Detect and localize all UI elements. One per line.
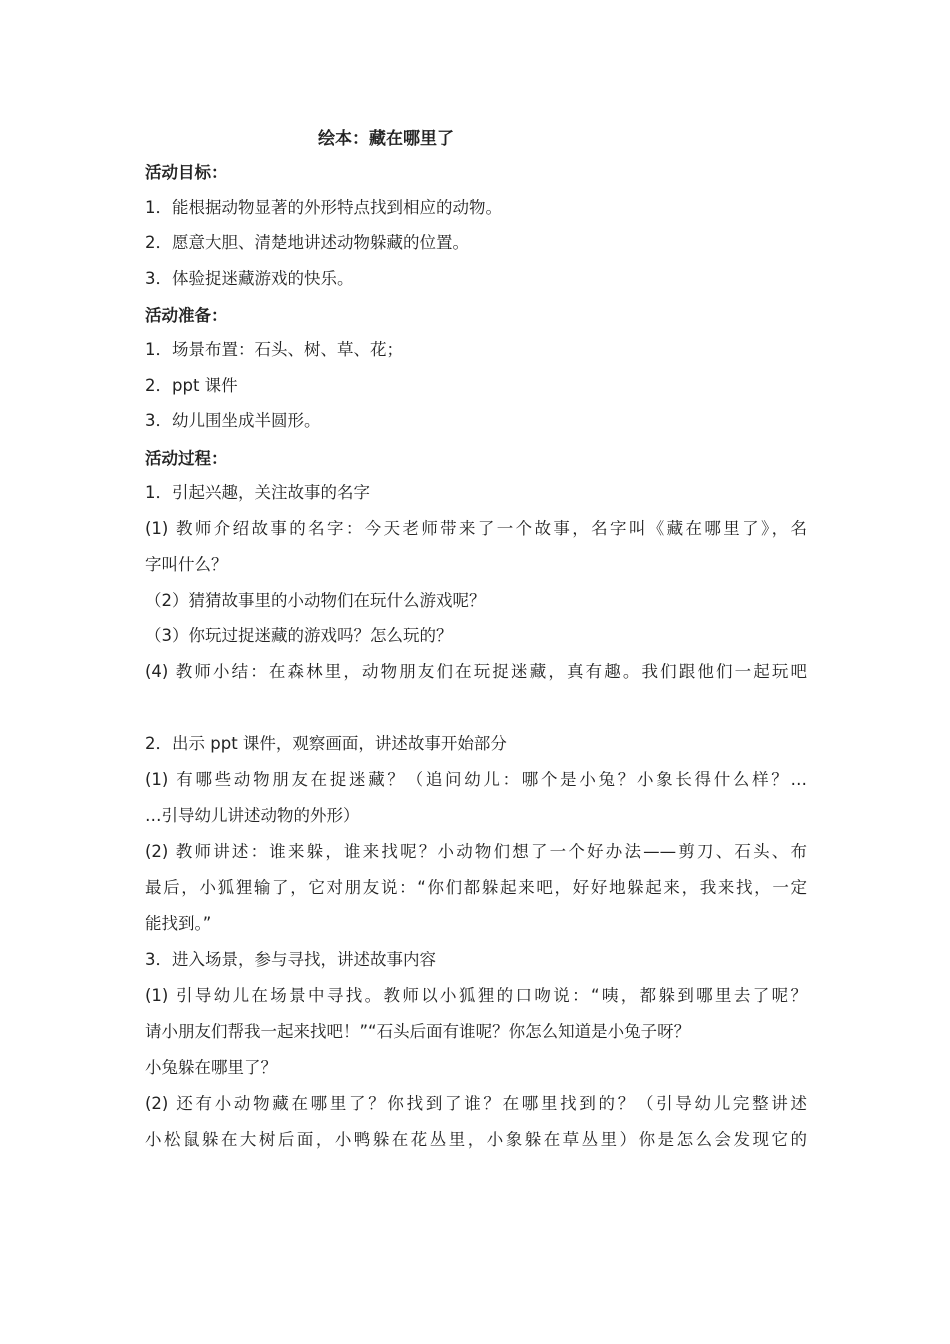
text-line: 2．愿意大胆、清楚地讲述动物躲藏的位置。 — [145, 233, 469, 252]
text-line: 小兔躲在哪里了？ — [145, 1058, 277, 1077]
section-heading-process: 活动过程： — [145, 449, 228, 468]
text-line: …引导幼儿讲述动物的外形） — [145, 806, 360, 825]
text-line: 最后，小狐狸输了，它对朋友说：“你们都躲起来吧，好好地躲起来，我来找，一定 — [145, 878, 807, 897]
text-line: 1．能根据动物显著的外形特点找到相应的动物。 — [145, 198, 502, 217]
text-line: （3）你玩过捉迷藏的游戏吗？怎么玩的？ — [145, 626, 453, 645]
text-line: (1) 教师介绍故事的名字：今天老师带来了一个故事，名字叫《藏在哪里了》，名 — [145, 519, 807, 538]
text-line: 1．场景布置：石头、树、草、花； — [145, 340, 403, 359]
text-line: 1．引起兴趣，关注故事的名字 — [145, 483, 370, 502]
text-line: 3．进入场景，参与寻找，讲述故事内容 — [145, 950, 436, 969]
text-line: 字叫什么？ — [145, 555, 228, 574]
text-line: 请小朋友们帮我一起来找吧！”“石头后面有谁呢？你怎么知道是小兔子呀？ — [145, 1022, 691, 1041]
section-heading-goals: 活动目标： — [145, 163, 228, 182]
text-line: (1) 引导幼儿在场景中寻找。教师以小狐狸的口吻说：“咦，都躲到哪里去了呢？ — [145, 986, 807, 1005]
text-line: 能找到。” — [145, 914, 212, 933]
document-title: 绘本：藏在哪里了 — [318, 129, 454, 149]
text-line: 2．出示 ppt 课件，观察画面，讲述故事开始部分 — [145, 734, 507, 753]
text-line: （2）猜猜故事里的小动物们在玩什么游戏呢？ — [145, 591, 486, 610]
text-line: 3．幼儿围坐成半圆形。 — [145, 411, 321, 430]
text-line: (2) 教师讲述：谁来躲，谁来找呢？小动物们想了一个好办法——剪刀、石头、布 — [145, 842, 807, 861]
text-line: (4) 教师小结：在森林里，动物朋友们在玩捉迷藏，真有趣。我们跟他们一起玩吧 — [145, 662, 807, 681]
section-heading-preparation: 活动准备： — [145, 306, 228, 325]
text-line: 3．体验捉迷藏游戏的快乐。 — [145, 269, 354, 288]
text-line: (1) 有哪些动物朋友在捉迷藏？（追问幼儿：哪个是小兔？小象长得什么样？… — [145, 770, 807, 789]
text-line: 小松鼠躲在大树后面，小鸭躲在花丛里，小象躲在草丛里）你是怎么会发现它的 — [145, 1130, 807, 1149]
text-line: (2) 还有小动物藏在哪里了？你找到了谁？在哪里找到的？（引导幼儿完整讲述 — [145, 1094, 807, 1113]
text-line: 2．ppt 课件 — [145, 376, 238, 395]
